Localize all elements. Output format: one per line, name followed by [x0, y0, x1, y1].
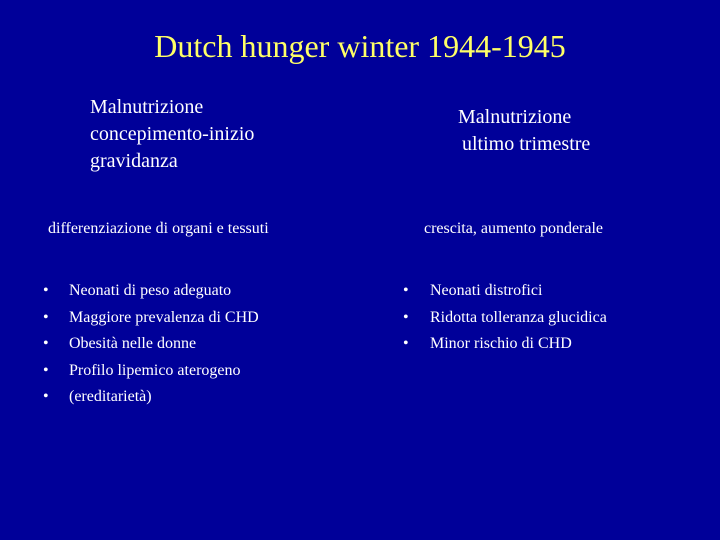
bullet-icon: • [403, 308, 409, 326]
bullet-icon: • [43, 335, 49, 352]
bullet-icon: • [403, 282, 409, 299]
right-heading-line: ultimo trimestre [462, 133, 591, 155]
list-item-text: Neonati di peso adeguato [69, 282, 232, 299]
left-column-heading [90, 94, 254, 175]
bullet-icon: • [43, 361, 49, 379]
list-item-text: Profilo lipemico aterogeno [69, 361, 241, 379]
right-heading-line: Malnutrizione [458, 106, 572, 128]
bullet-icon: • [43, 282, 49, 299]
list-item-text: Obesità nelle donne [69, 335, 197, 352]
list-item-text: Maggiore prevalenza di CHD [69, 308, 259, 326]
slide-title: Dutch hunger winter 1944-1945 [154, 28, 566, 64]
left-heading-line: gravidanza [90, 150, 178, 172]
right-column-subheading: crescita, aumento ponderale [424, 220, 604, 237]
left-heading-line: Malnutrizione [90, 96, 204, 118]
list-item-text: Ridotta tolleranza glucidica [430, 308, 607, 326]
left-column-subheading: differenziazione di organi e tessuti [48, 220, 269, 237]
left-heading-line: concepimento-inizio [90, 123, 255, 145]
bullet-icon: • [43, 308, 49, 326]
bullet-icon: • [403, 335, 409, 352]
list-item-text: Neonati distrofici [430, 282, 543, 299]
bullet-icon: • [43, 388, 49, 405]
list-item-text: (ereditarietà) [69, 388, 152, 405]
list-item-text: Minor rischio di CHD [430, 335, 572, 352]
right-column-heading [458, 104, 590, 158]
